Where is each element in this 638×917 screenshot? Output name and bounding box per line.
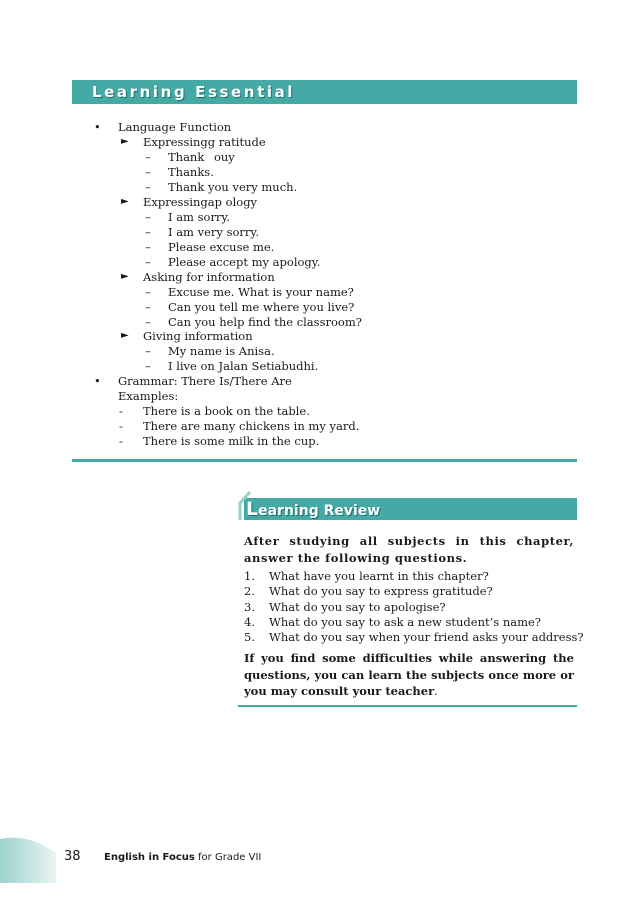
- question-number: 5.: [244, 630, 255, 645]
- list-item: My name is Anisa.: [168, 344, 275, 358]
- group-head: Expressingg ratitude: [143, 135, 266, 149]
- learning-review-title-cap: L: [246, 498, 259, 520]
- example-item: There is a book on the table.: [143, 404, 310, 418]
- list-item: I am very sorry.: [168, 225, 260, 239]
- question-item: [244, 600, 579, 615]
- dash: –: [145, 300, 151, 314]
- examples-label: Examples:: [118, 389, 179, 403]
- list-item: Excuse me. What is your name?: [168, 285, 354, 299]
- dash: –: [145, 225, 151, 239]
- dash: –: [145, 315, 151, 329]
- review-divider: [238, 705, 577, 707]
- book-title-rest: for Grade VII: [194, 852, 262, 863]
- page-number: 38: [64, 849, 81, 864]
- arrow-icon: ►: [121, 271, 129, 282]
- review-outro-text: If you find some difficulties while answering the questions, you can learn the subjects once more or you may consult your teacher: [244, 651, 574, 698]
- list-item: I am sorry.: [168, 210, 231, 224]
- question-number: 1.: [244, 569, 255, 583]
- bullet: •: [94, 374, 101, 388]
- list-item: Thank you very much.: [168, 180, 298, 194]
- question-text: What do you say to ask a new student’s name?: [269, 614, 541, 629]
- arrow-icon: ►: [121, 196, 129, 207]
- question-text: What have you learnt in this chapter?: [269, 569, 489, 583]
- book-title: [104, 852, 261, 863]
- learning-review-title-rest: earning Review: [258, 503, 381, 519]
- dash: –: [145, 359, 151, 373]
- review-intro: After studying all subjects in this chapter, answer the following questions.: [244, 534, 574, 565]
- learning-review-title: [246, 498, 380, 520]
- learning-essential-title: Learning Essential: [92, 83, 296, 101]
- question-text: What do you say to express gratitude?: [269, 584, 493, 599]
- list-item: I live on Jalan Setiabudhi.: [168, 359, 319, 373]
- dash: –: [145, 285, 151, 299]
- dash: –: [145, 180, 151, 194]
- dash: –: [145, 344, 151, 358]
- example-item: There are many chickens in my yard.: [143, 419, 360, 433]
- dash: –: [145, 210, 151, 224]
- grammar-label: Grammar: There Is/There Are: [118, 374, 292, 388]
- list-item: Thank ouy: [168, 150, 235, 164]
- question-item: [244, 630, 584, 645]
- hyphen: -: [119, 404, 123, 418]
- example-item: There is some milk in the cup.: [143, 434, 320, 448]
- book-title-bold: English in Focus: [104, 852, 195, 863]
- list-item: Can you tell me where you live?: [168, 300, 355, 314]
- language-function-label: Language Function: [118, 120, 232, 134]
- question-number: 3.: [244, 599, 255, 614]
- dash: –: [145, 165, 151, 179]
- group-head: Expressingap ology: [143, 195, 258, 209]
- group-head: Asking for information: [143, 270, 275, 284]
- bullet: •: [94, 120, 101, 134]
- question-text: What do you say to apologise?: [269, 599, 446, 614]
- question-item: [244, 569, 579, 584]
- arrow-icon: ►: [121, 330, 129, 341]
- question-text: What do you say when your friend asks your address?: [269, 630, 584, 645]
- review-outro: [244, 650, 574, 700]
- question-number: 2.: [244, 584, 255, 599]
- question-item: [244, 584, 579, 599]
- hyphen: -: [119, 419, 123, 433]
- review-outro-end: .: [434, 684, 438, 698]
- list-item: Please excuse me.: [168, 240, 275, 254]
- question-item: [244, 615, 579, 630]
- section-divider: [72, 459, 577, 462]
- review-question-list: [244, 569, 584, 645]
- arrow-icon: ►: [121, 136, 129, 147]
- dash: –: [145, 255, 151, 269]
- list-item: Thanks.: [168, 165, 214, 179]
- dash: –: [145, 240, 151, 254]
- question-number: 4.: [244, 614, 255, 629]
- list-item: Please accept my apology.: [168, 255, 321, 269]
- group-head: Giving information: [143, 329, 253, 343]
- footer-decoration-icon: [0, 833, 56, 883]
- hyphen: -: [119, 434, 123, 448]
- list-item: Can you help find the classroom?: [168, 315, 362, 329]
- dash: –: [145, 150, 151, 164]
